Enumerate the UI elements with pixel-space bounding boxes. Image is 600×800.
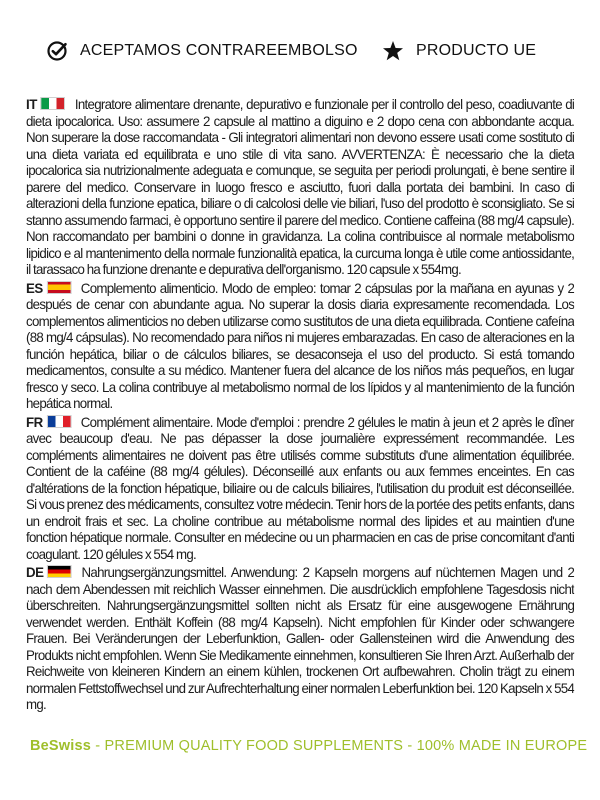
section-text: Integratore alimentare drenante, depurativo e funzionale per il controllo del peso, coadiuvante di dieta ipocalorica. Uso: assumere 2 capsule al mattino a diguino e 2 dopo cena con abbondante acqua. Non superare la dose raccomandata - Gli integratori alimentari non devono essere usati come sostituto di una dieta variata ed equilibrata e uno stile di vita sano. AVVERTENZA: È necessario che la dieta ipocalorica sia nutrizionalmente adeguata e comunque, se seguita per periodi prolungati, è bene sentire il parere del medico. Conservare in luogo fresco e asciutto, fuori dalla portata dei bambini. In caso di alterazioni della funzione epatica, biliare o di calcolosi delle vie biliari, l'uso del prodotto è sconsigliato. Se si stanno assumendo farmaci, è opportuno sentire il parere del medico. Contiene caffeina (88 mg/4 capsule). Non raccomandato per bambini o donne in gravidanza. La colina contribuisce al normale metabolismo lipidico e al mantenimento della normale funzionalità epatica, la curcuma longa è utile come antiossidante, il tarassaco ha funzione drenante e depurativa dell'organismo. 120 capsule x 554mg. bbox=[26, 96, 575, 277]
germany-flag-icon bbox=[47, 565, 72, 578]
language-code: FR bbox=[26, 413, 43, 430]
footer-tagline: - PREMIUM QUALITY FOOD SUPPLEMENTS - 100% MADE IN EUROPE bbox=[91, 738, 588, 754]
star-icon bbox=[382, 40, 404, 62]
brand-name: BeSwiss bbox=[30, 738, 92, 754]
label-text-panel bbox=[26, 96, 574, 763]
section-text: Complément alimentaire. Mode d'emploi : prendre 2 gélules le matin à jeun et 2 après le dîner avec beaucoup d'eau. Ne pas dépasser la dose journalière expressément recommandée. Les compléments alimentaires ne doivent pas être utilisés comme substituts d'une alimentation équilibrée. Contient de la caféine (88 mg/4 gélules). Déconseillé aux enfants ou aux femmes enceintes. En cas d'altérations de la fonction hépatique, biliaire ou de calculs biliaires, l'utilisation du produit est déconseillée. Si vous prenez des médicaments, consultez votre médecin. Tenir hors de la portée des petits enfants, dans un endroit frais et sec. La choline contribue au métabolisme normal des lipides et au maintien d'une fonction hépatique normale. Consulter en médecine ou un pharmacien en cas de prise concomitant d'anti coagulant. 120 gélules x 554 mg. bbox=[26, 413, 575, 562]
cash-on-delivery-badge bbox=[46, 40, 358, 62]
italy-flag-icon bbox=[41, 97, 66, 110]
spain-flag-icon bbox=[47, 281, 72, 294]
section-spanish bbox=[26, 280, 574, 412]
language-code: IT bbox=[26, 96, 37, 112]
france-flag-icon bbox=[47, 415, 72, 428]
section-french bbox=[26, 414, 574, 563]
section-german bbox=[26, 564, 574, 713]
footer bbox=[30, 738, 590, 754]
eu-product-label: PRODUCTO UE bbox=[416, 42, 537, 59]
cash-on-delivery-label: ACEPTAMOS CONTRAREEMBOLSO bbox=[80, 42, 358, 59]
section-text: Nahrungsergänzungsmittel. Anwendung: 2 Kapseln morgens auf nüchternen Magen und 2 nach dem Abendessen mit reichlich Wasser einnehmen. Die ausdrücklich empfohlene Tagesdosis nicht überschreiten. Nahrungsergänzungsmittel sollten nicht als Ersatz für eine ausgewogene Ernährung verwendet werden. Enthält Koffein (88 mg/4 Kapseln). Nicht empfohlen für Kinder oder schwangere Frauen. Bei Veränderungen der Leberfunktion, Gallen- oder Gallensteinen wird die Anwendung des Produkts nicht empfohlen. Wenn Sie Medikamente einnehmen, konsultieren Sie Ihren Arzt. Außerhalb der Reichweite von kleineren Kindern an einem kühlen, trockenen Ort aufbewahren. Cholin trägt zu einem normalen Fettstoffwechsel und zur Aufrechterhaltung einer normalen Leberfunktion bei. 120 Kapseln x 554 mg. bbox=[26, 564, 575, 712]
language-code: DE bbox=[26, 564, 44, 580]
top-badge-bar bbox=[0, 0, 600, 100]
eu-product-badge bbox=[382, 40, 536, 62]
check-circle-icon bbox=[46, 40, 68, 62]
section-italian bbox=[26, 96, 574, 278]
section-text: Complemento alimenticio. Modo de empleo: tomar 2 cápsulas por la mañana en ayunas y 2 después de cenar con abundante agua. No superar la dosis diaria expresamente recomendada. Los complementos alimenticios no deben utilizarse como sustitutos de una dieta equilibrada. Contiene cafeína (88 mg/4 cápsulas). No recomendado para niños ni mujeres embarazadas. En caso de alteraciones en la función hepática, biliar o de cálculos biliares, se desaconseja el uso del producto. Si está tomando medicamentos, consulte a su médico. Mantener fuera del alcance de los niños más pequeños, en lugar fresco y seco. La colina contribuye al metabolismo normal de los lípidos y al mantenimiento de la función hepática normal. bbox=[26, 279, 575, 411]
language-code: ES bbox=[26, 279, 43, 296]
